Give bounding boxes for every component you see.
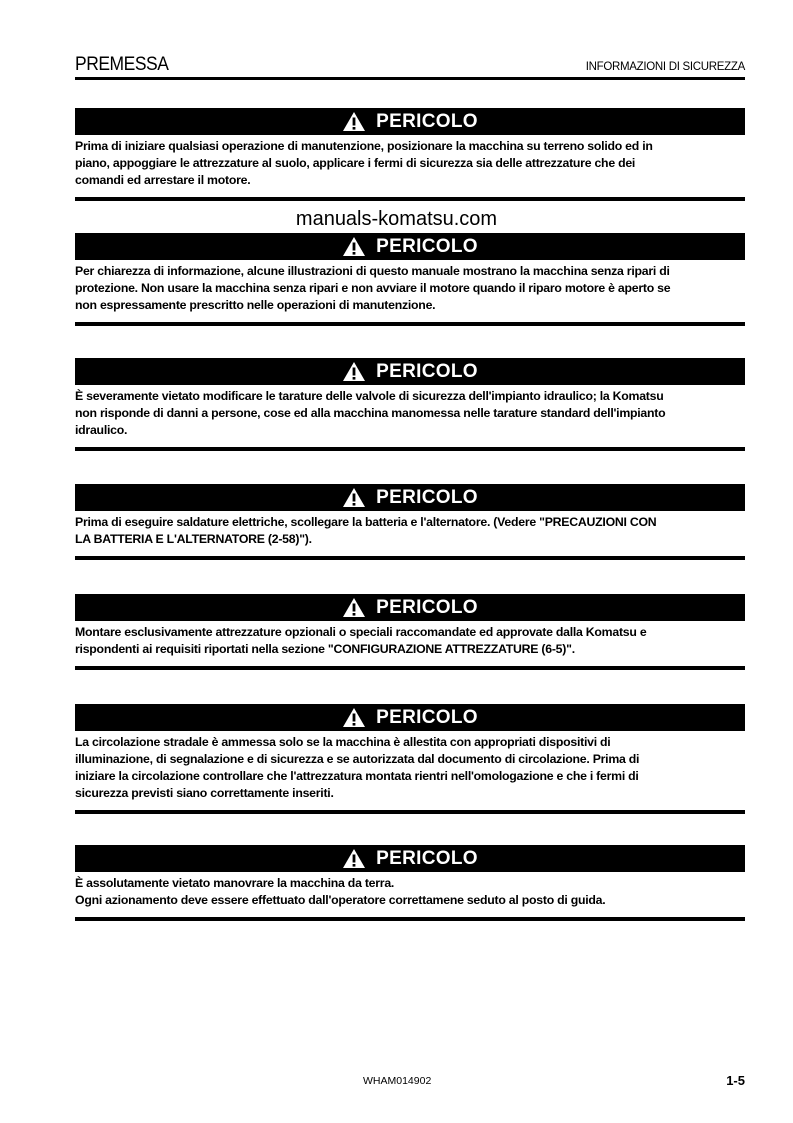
danger-warning [75, 594, 745, 670]
warning-text-line: illuminazione, di segnalazione e di sicurezza e se autorizzata dal documento di circolazione. Prima di [75, 752, 640, 766]
watermark: manuals-komatsu.com [295, 208, 498, 230]
block-rule [75, 666, 745, 670]
danger-banner [75, 484, 745, 511]
warning-text-line: iniziare la circolazione controllare che l'attrezzatura montata rientri nell'omologazione e che i fermi di [75, 769, 639, 783]
warning-text-line: È assolutamente vietato manovrare la macchina da terra. [75, 876, 395, 890]
danger-title: PERICOLO [376, 706, 478, 728]
danger-warning [75, 233, 745, 326]
warning-text-line: non risponde di danni a persone, cose ed alla macchina manomessa nelle tarature standard dell'impianto [75, 406, 666, 420]
danger-warning [75, 704, 745, 814]
danger-banner [75, 594, 745, 621]
document-code: WHAM014902 [363, 1075, 432, 1087]
danger-banner [75, 704, 745, 731]
warning-triangle-icon [342, 111, 366, 132]
danger-warning [75, 358, 745, 451]
danger-title: PERICOLO [376, 847, 478, 869]
warning-text-line: Montare esclusivamente attrezzature opzionali o speciali raccomandate ed approvate dalla Komatsu e [75, 625, 647, 639]
danger-warning [75, 845, 745, 921]
block-rule [75, 197, 745, 201]
warning-text-line: LA BATTERIA E L'ALTERNATORE (2-58)"). [75, 532, 312, 546]
danger-warning [75, 484, 745, 560]
warning-text-line: idraulico. [75, 423, 128, 437]
danger-banner [75, 233, 745, 260]
block-rule [75, 447, 745, 451]
danger-title: PERICOLO [376, 235, 478, 257]
warning-text-line: sicurezza previsti siano correttamente inseriti. [75, 786, 334, 800]
danger-banner [75, 108, 745, 135]
danger-title: PERICOLO [376, 110, 478, 132]
warning-text-line: È severamente vietato modificare le tarature delle valvole di sicurezza dell'impianto idraulico; la Komatsu [75, 389, 664, 403]
block-rule [75, 917, 745, 921]
warning-triangle-icon [342, 487, 366, 508]
danger-title: PERICOLO [376, 360, 478, 382]
warning-text-line: Ogni azionamento deve essere effettuato dall'operatore correttamene seduto al posto di guida. [75, 893, 606, 907]
warning-text-line: Prima di eseguire saldature elettriche, scollegare la batteria e l'alternatore. (Vedere "PRECAUZIONI CON [75, 515, 657, 529]
warning-triangle-icon [342, 361, 366, 382]
block-rule [75, 322, 745, 326]
warning-text-line: protezione. Non usare la macchina senza ripari e non avviare il motore quando il riparo motore è aperto se [75, 281, 671, 295]
warning-text-line: La circolazione stradale è ammessa solo se la macchina è allestita con appropriati dispositivi di [75, 735, 611, 749]
danger-title: PERICOLO [376, 486, 478, 508]
danger-banner [75, 358, 745, 385]
chapter-title: INFORMAZIONI DI SICUREZZA [585, 61, 745, 73]
header-rule [75, 77, 745, 80]
block-rule [75, 556, 745, 560]
page-number: 1-5 [726, 1073, 745, 1088]
warning-text-line: Prima di iniziare qualsiasi operazione di manutenzione, posizionare la macchina su terreno solido ed in [75, 139, 653, 153]
warning-triangle-icon [342, 707, 366, 728]
warning-text-line: non espressamente prescritto nelle operazioni di manutenzione. [75, 298, 436, 312]
warning-triangle-icon [342, 597, 366, 618]
block-rule [75, 810, 745, 814]
warning-triangle-icon [342, 848, 366, 869]
warning-text-line: piano, appoggiare le attrezzature al suolo, applicare i fermi di sicurezza sia delle attrezzature che dei [75, 156, 636, 170]
warning-text-line: Per chiarezza di informazione, alcune illustrazioni di questo manuale mostrano la macchina senza ripari di [75, 264, 670, 278]
danger-title: PERICOLO [376, 596, 478, 618]
danger-warning [75, 108, 745, 201]
warning-text-line: rispondenti ai requisiti riportati nella sezione "CONFIGURAZIONE ATTREZZATURE (6-5)". [75, 642, 575, 656]
section-title: PREMESSA [75, 54, 169, 75]
warning-text-line: comandi ed arrestare il motore. [75, 173, 251, 187]
warning-triangle-icon [342, 236, 366, 257]
danger-banner [75, 845, 745, 872]
